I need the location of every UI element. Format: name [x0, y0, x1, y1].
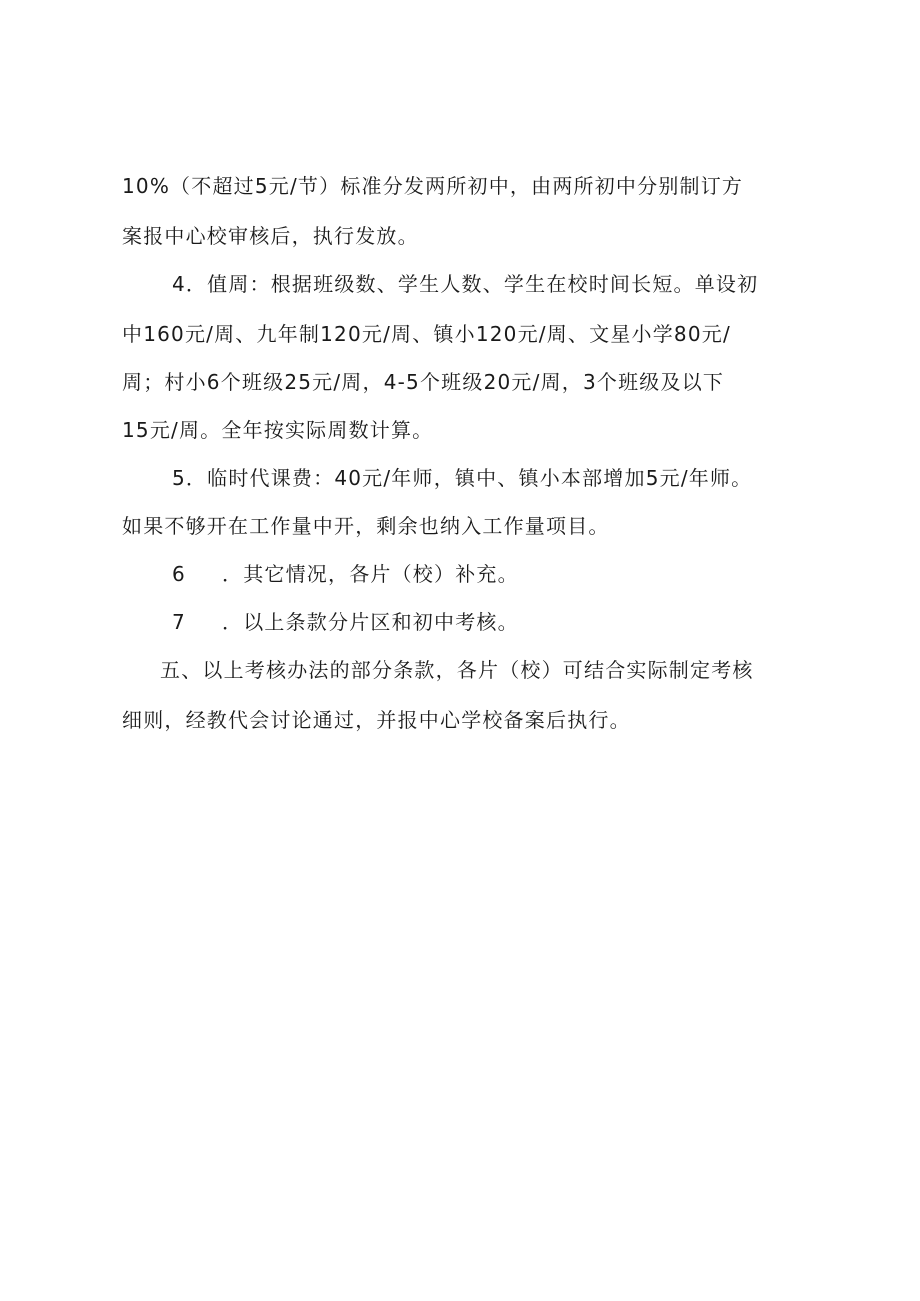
item-4-line: 周；村小6个班级25元/周，4-5个班级20元/周，3个班级及以下 [122, 370, 725, 394]
paragraph-line: 案报中心校审核后，执行发放。 [122, 224, 419, 248]
section-5-line: 细则，经教代会讨论通过，并报中心学校备案后执行。 [122, 708, 631, 732]
item-4-line: 中160元/周、九年制120元/周、镇小120元/周、文星小学80元/ [122, 322, 731, 346]
item-5-line: 如果不够开在工作量中开，剩余也纳入工作量项目。 [122, 514, 610, 538]
item-7-text: ．以上条款分片区和初中考核。 [222, 610, 519, 634]
item-4-line: 15元/周。全年按实际周数计算。 [122, 418, 434, 442]
item-5-line: 5．临时代课费：40元/年师，镇中、镇小本部增加5元/年师。 [172, 466, 753, 490]
item-7-number: 7 [172, 610, 186, 634]
item-4-line: 4．值周：根据班级数、学生人数、学生在校时间长短。单设初 [172, 272, 759, 296]
section-5-line: 五、以上考核办法的部分条款，各片（校）可结合实际制定考核 [160, 658, 754, 682]
item-6-text: ．其它情况，各片（校）补充。 [222, 562, 519, 586]
paragraph-line: 10%（不超过5元/节）标准分发两所初中，由两所初中分别制订方 [122, 174, 744, 198]
item-6-number: 6 [172, 562, 186, 586]
